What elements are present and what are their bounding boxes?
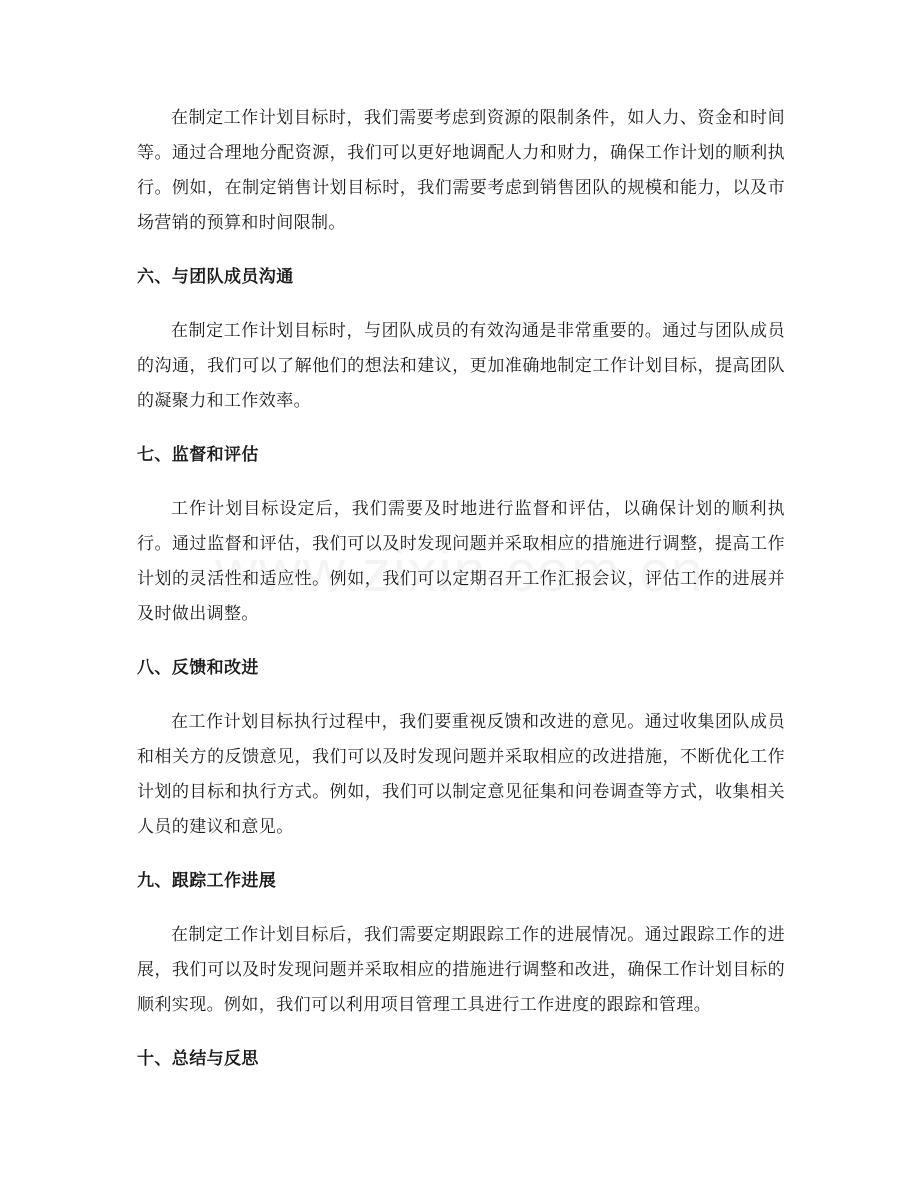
heading-team-communication: 六、与团队成员沟通 [137, 267, 294, 287]
heading-monitoring: 七、监督和评估 [137, 445, 259, 465]
heading-summary: 十、总结与反思 [137, 1049, 259, 1069]
heading-feedback: 八、反馈和改进 [137, 658, 259, 678]
paragraph-tracking: 在制定工作计划目标后，我们需要定期跟踪工作的进展情况。通过跟踪工作的进展，我们可以及时发现问题并采取相应的措施进行调整和改进，确保工作计划目标的顺利实现。例如，我们可以利用项目管理工具进行工作进度的跟踪和管理。 [137, 925, 785, 1015]
paragraph-monitoring: 工作计划目标设定后，我们需要及时地进行监督和评估，以确保计划的顺利执行。通过监督和评估，我们可以及时发现问题并采取相应的措施进行调整，提高工作计划的灵活性和适应性。例如，我们可以定期召开工作汇报会议，评估工作的进展并及时做出调整。 [137, 499, 785, 624]
paragraph-resources: 在制定工作计划目标时，我们需要考虑到资源的限制条件，如人力、资金和时间等。通过合理地分配资源，我们可以更好地调配人力和财力，确保工作计划的顺利执行。例如，在制定销售计划目标时，我们需要考虑到销售团队的规模和能力，以及市场营销的预算和时间限制。 [137, 108, 785, 233]
paragraph-team-communication: 在制定工作计划目标时，与团队成员的有效沟通是非常重要的。通过与团队成员的沟通，我们可以了解他们的想法和建议，更加准确地制定工作计划目标，提高团队的凝聚力和工作效率。 [137, 321, 785, 411]
heading-tracking: 九、跟踪工作进展 [137, 871, 277, 891]
paragraph-feedback: 在工作计划目标执行过程中，我们要重视反馈和改进的意见。通过收集团队成员和相关方的反馈意见，我们可以及时发现问题并采取相应的改进措施，不断优化工作计划的目标和执行方式。例如，我们可以制定意见征集和问卷调查等方式，收集相关人员的建议和意见。 [137, 712, 785, 837]
document-page [137, 101, 785, 1077]
